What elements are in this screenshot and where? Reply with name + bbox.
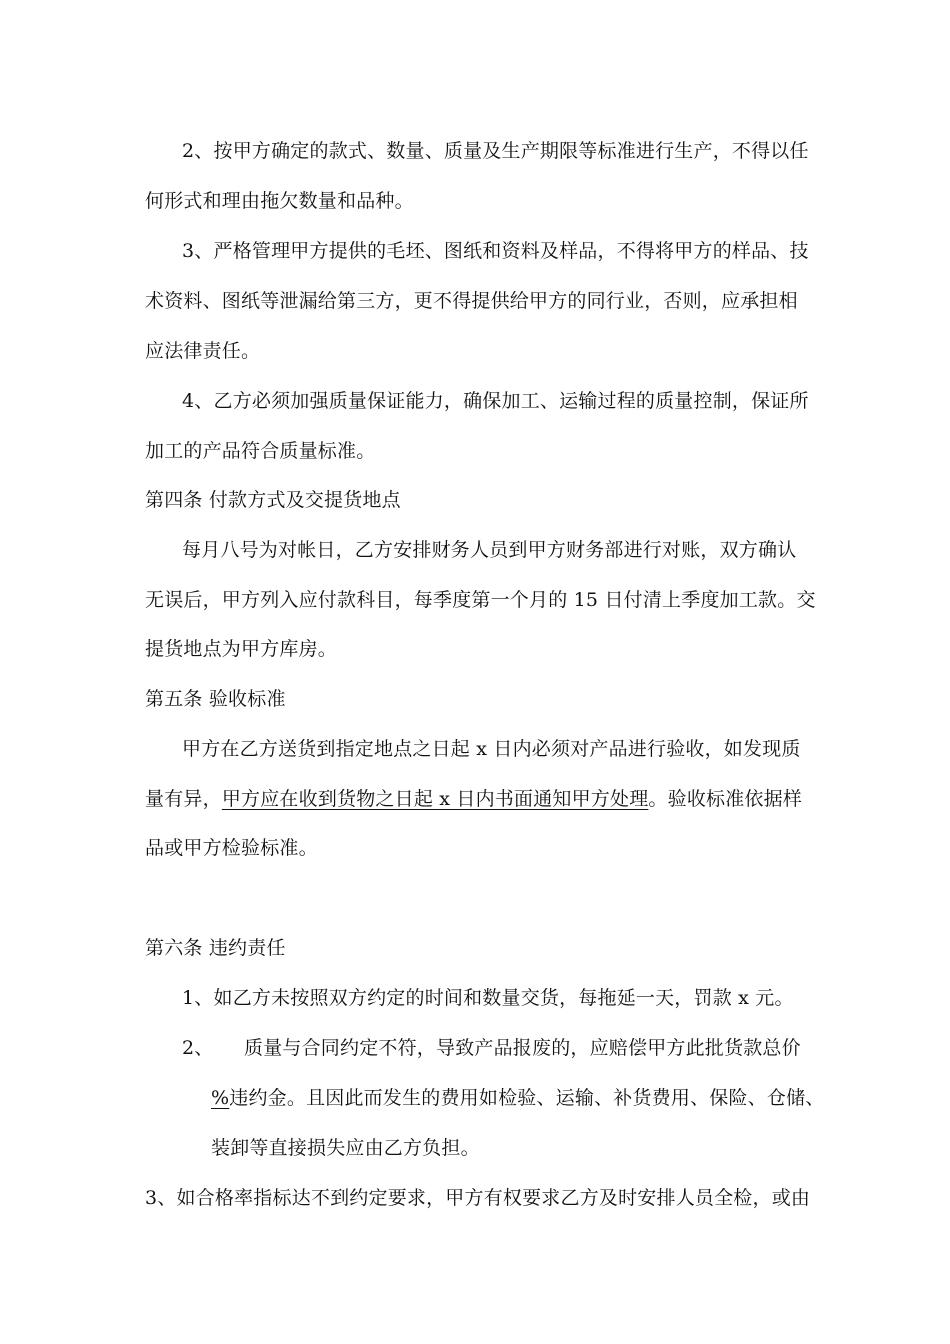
article-5-underlined-clause: 甲方应在收到货物之日起 x 日内书面通知甲方处理 — [221, 788, 649, 810]
article-5-line-2 — [145, 786, 802, 812]
article-4-line-1: 每月八号为对帐日，乙方安排财务人员到甲方财务部进行对账，双方确认 — [182, 539, 797, 561]
article-5-line-2-text-a: 量有异， — [145, 788, 222, 810]
article-6-item-2-line-2 — [211, 1085, 824, 1111]
article-4-heading: 第四条 付款方式及交提货地点 — [145, 489, 401, 511]
article-5-line-2-text-b: 。验收标准依据样 — [648, 788, 803, 810]
clause-4-line-1: 4、乙方必须加强质量保证能力，确保加工、运输过程的质量控制，保证所 — [182, 390, 809, 412]
article-4-line-3: 提货地点为甲方库房。 — [145, 638, 338, 660]
clause-2-line-2: 何形式和理由拖欠数量和品种。 — [145, 190, 414, 212]
article-6-item-2-number: 2、 — [182, 1037, 214, 1059]
article-6-item-2-line-1: 质量与合同约定不符，导致产品报废的，应赔偿甲方此批货款总价 — [244, 1037, 801, 1059]
clause-3-line-1: 3、严格管理甲方提供的毛坯、图纸和资料及样品，不得将甲方的样品、技 — [182, 240, 809, 262]
article-5-heading: 第五条 验收标准 — [145, 688, 286, 710]
article-6-item-3: 3、如合格率指标达不到约定要求，甲方有权要求乙方及时安排人员全检，或由 — [145, 1187, 811, 1209]
article-6-heading: 第六条 违约责任 — [145, 937, 286, 959]
article-6-item-2-line-2-text: 违约金。且因此而发生的费用如检验、运输、补货费用、保险、仓储、 — [229, 1087, 825, 1109]
article-6-item-2-line-3: 装卸等直接损失应由乙方负担。 — [211, 1137, 480, 1159]
clause-3-line-2: 术资料、图纸等泄漏给第三方，更不得提供给甲方的同行业，否则，应承担相 — [145, 290, 798, 312]
article-6-item-1: 1、如乙方未按照双方约定的时间和数量交货，每拖延一天，罚款 x 元。 — [182, 987, 794, 1009]
clause-3-line-3: 应法律责任。 — [145, 340, 261, 362]
article-5-line-1: 甲方在乙方送货到指定地点之日起 x 日内必须对产品进行验收，如发现质 — [182, 738, 801, 760]
penalty-percent-blank: % — [211, 1087, 230, 1109]
clause-2-line-1: 2、按甲方确定的款式、数量、质量及生产期限等标准进行生产，不得以任 — [182, 140, 809, 162]
article-5-line-3: 品或甲方检验标准。 — [145, 837, 318, 859]
clause-4-line-2: 加工的产品符合质量标准。 — [145, 440, 376, 462]
article-4-line-2: 无误后，甲方列入应付款科目，每季度第一个月的 15 日付清上季度加工款。交 — [145, 589, 816, 611]
